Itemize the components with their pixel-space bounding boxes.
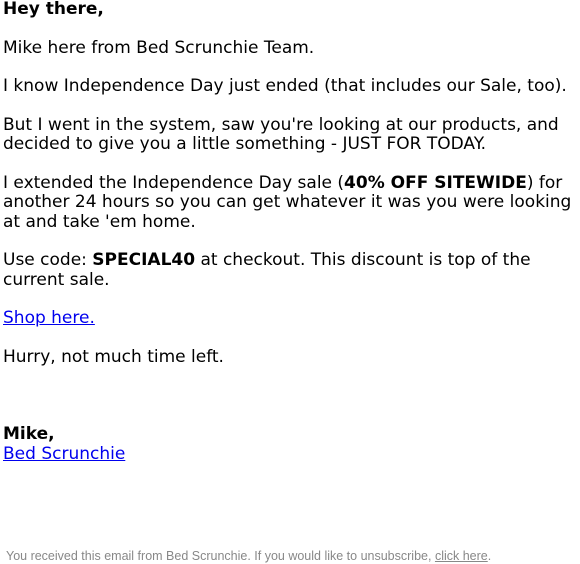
- greeting: Hey there,: [3, 0, 104, 19]
- footer-text: You received this email from Bed Scrunchie. If you would like to unsubscribe,: [6, 549, 435, 563]
- email-footer: [6, 548, 578, 564]
- code-paragraph: [3, 251, 579, 290]
- footer-period: .: [487, 549, 492, 563]
- extension-paragraph: [3, 174, 579, 233]
- discount-highlight: 40% OFF SITEWIDE: [344, 172, 527, 193]
- code-text-end: at checkout. This discount is top of the current sale.: [3, 250, 531, 290]
- signature-company: [3, 445, 579, 465]
- sale-ended-paragraph: I know Independence Day just ended (that includes our Sale, too).: [3, 76, 567, 96]
- gift-paragraph: But I went in the system, saw you're looking at our products, and decided to give you a little something - JUST FOR TODAY.: [3, 114, 559, 154]
- shop-here-link[interactable]: Shop here.: [3, 308, 95, 328]
- hurry-paragraph: Hurry, not much time left.: [3, 346, 224, 367]
- shop-paragraph: [3, 309, 579, 329]
- extension-text-end: ) for another 24 hours so you can get whatever it was you were looking at and take 'em home.: [3, 172, 572, 232]
- spacer: [3, 386, 579, 425]
- unsubscribe-link[interactable]: click here: [434, 549, 488, 563]
- signature-name: Mike,: [3, 424, 55, 444]
- extension-text-start: I extended the Independence Day sale (: [3, 172, 345, 193]
- intro-paragraph: Mike here from Bed Scrunchie Team.: [3, 37, 315, 58]
- bed-scrunchie-link[interactable]: Bed Scrunchie: [3, 443, 126, 464]
- code-text-start: Use code:: [3, 250, 93, 270]
- discount-code: SPECIAL40: [92, 250, 196, 270]
- email-body: [3, 0, 579, 464]
